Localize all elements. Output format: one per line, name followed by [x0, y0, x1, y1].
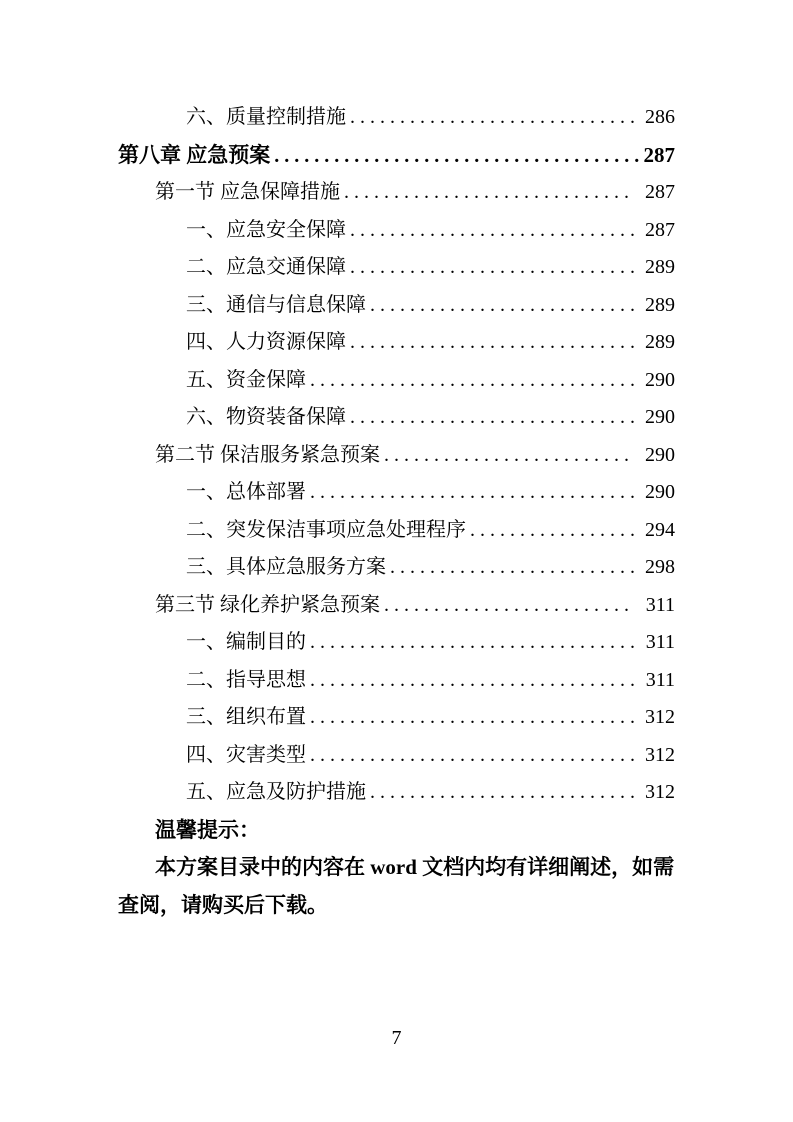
toc-entry [118, 512, 675, 550]
toc-entry-title: 二、应急交通保障 [186, 256, 346, 278]
toc-dot-leader [370, 774, 635, 812]
toc-dot-leader [310, 624, 635, 662]
toc-entry-page: 294 [645, 518, 675, 541]
toc-entry-title: 三、通信与信息保障 [186, 293, 366, 316]
toc-dot-leader [350, 99, 635, 137]
toc-dot-leader [350, 212, 635, 250]
toc-entry-title: 第八章 应急预案 [118, 142, 271, 167]
toc-entry [118, 99, 675, 137]
toc-dot-leader [310, 362, 635, 400]
toc-entry-title: 一、编制目的 [186, 631, 306, 653]
toc-entry-title: 三、组织布置 [186, 706, 306, 728]
toc-dot-leader [310, 474, 635, 512]
toc-entry [118, 249, 675, 287]
notice-body: 本方案目录中的内容在 word 文档内均有详细阐述，如需查阅，请购买后下载。 [118, 855, 675, 917]
toc-entry-page: 311 [645, 593, 675, 616]
toc-dot-leader [370, 287, 635, 325]
toc-entry [118, 624, 675, 662]
toc-entry-page: 290 [645, 443, 675, 466]
toc-entry-page: 311 [645, 668, 675, 691]
toc-dot-leader [350, 399, 635, 437]
toc-entry-chapter [118, 137, 675, 175]
toc-entry-page: 312 [645, 706, 675, 728]
toc-entry-title: 一、总体部署 [186, 481, 306, 503]
notice-heading: 温馨提示： [155, 817, 260, 842]
toc-entry-title: 六、质量控制措施 [186, 106, 346, 128]
toc-dot-leader [470, 512, 635, 550]
toc-entry-page: 290 [645, 368, 675, 391]
toc-entry-section [118, 437, 675, 475]
toc-entry [118, 362, 675, 400]
toc-entry-page: 312 [645, 781, 675, 803]
toc-entry [118, 399, 675, 437]
toc-entry-page: 290 [645, 406, 675, 428]
toc-entry-page: 290 [645, 481, 675, 503]
toc-entry [118, 662, 675, 700]
toc-dot-leader [350, 249, 635, 287]
toc-entry-title: 一、应急安全保障 [186, 218, 346, 241]
toc-entry-title: 五、应急及防护措施 [186, 781, 366, 803]
toc-dot-leader [310, 662, 635, 700]
document-page [118, 99, 675, 924]
toc-entry [118, 212, 675, 250]
toc-dot-leader [344, 174, 635, 212]
toc-entry-title: 二、突发保洁事项应急处理程序 [186, 518, 466, 541]
toc-entry-page: 289 [645, 256, 675, 278]
toc-entry-title: 五、资金保障 [186, 368, 306, 391]
toc-entry-page: 289 [645, 293, 675, 316]
toc-entry-title: 四、灾害类型 [186, 743, 306, 766]
toc-dot-leader [310, 699, 635, 737]
toc-dot-leader [274, 137, 640, 176]
toc-entry [118, 287, 675, 325]
toc-entry [118, 474, 675, 512]
toc-entry-page: 286 [645, 106, 675, 128]
toc-entry-page: 311 [645, 631, 675, 653]
toc-entry [118, 774, 675, 812]
toc-entry-page: 287 [645, 181, 675, 203]
toc-entry [118, 549, 675, 587]
toc-dot-leader [390, 549, 635, 587]
toc-entry-title: 第三节 绿化养护紧急预案 [155, 593, 380, 616]
toc-entry-title: 第二节 保洁服务紧急预案 [155, 443, 380, 466]
toc-entry-title: 六、物资装备保障 [186, 406, 346, 428]
toc-entry [118, 699, 675, 737]
toc-entry [118, 324, 675, 362]
toc-entry-page: 312 [645, 743, 675, 766]
toc-entry-page: 287 [645, 218, 675, 241]
toc-entry-section [118, 587, 675, 625]
toc-dot-leader [384, 437, 635, 475]
toc-entry-title: 三、具体应急服务方案 [186, 556, 386, 578]
toc-dot-leader [350, 324, 635, 362]
toc-entry-title: 第一节 应急保障措施 [155, 181, 340, 203]
toc-dot-leader [384, 587, 635, 625]
toc-dot-leader [310, 737, 635, 775]
toc-entry-page: 287 [643, 142, 675, 167]
toc-entry-title: 二、指导思想 [186, 668, 306, 691]
toc-entry-title: 四、人力资源保障 [186, 331, 346, 353]
toc-entry-page: 289 [645, 331, 675, 353]
toc-entry [118, 737, 675, 775]
page-number: 7 [391, 1027, 402, 1049]
toc-entry-page: 298 [645, 556, 675, 578]
toc-entry-section [118, 174, 675, 212]
